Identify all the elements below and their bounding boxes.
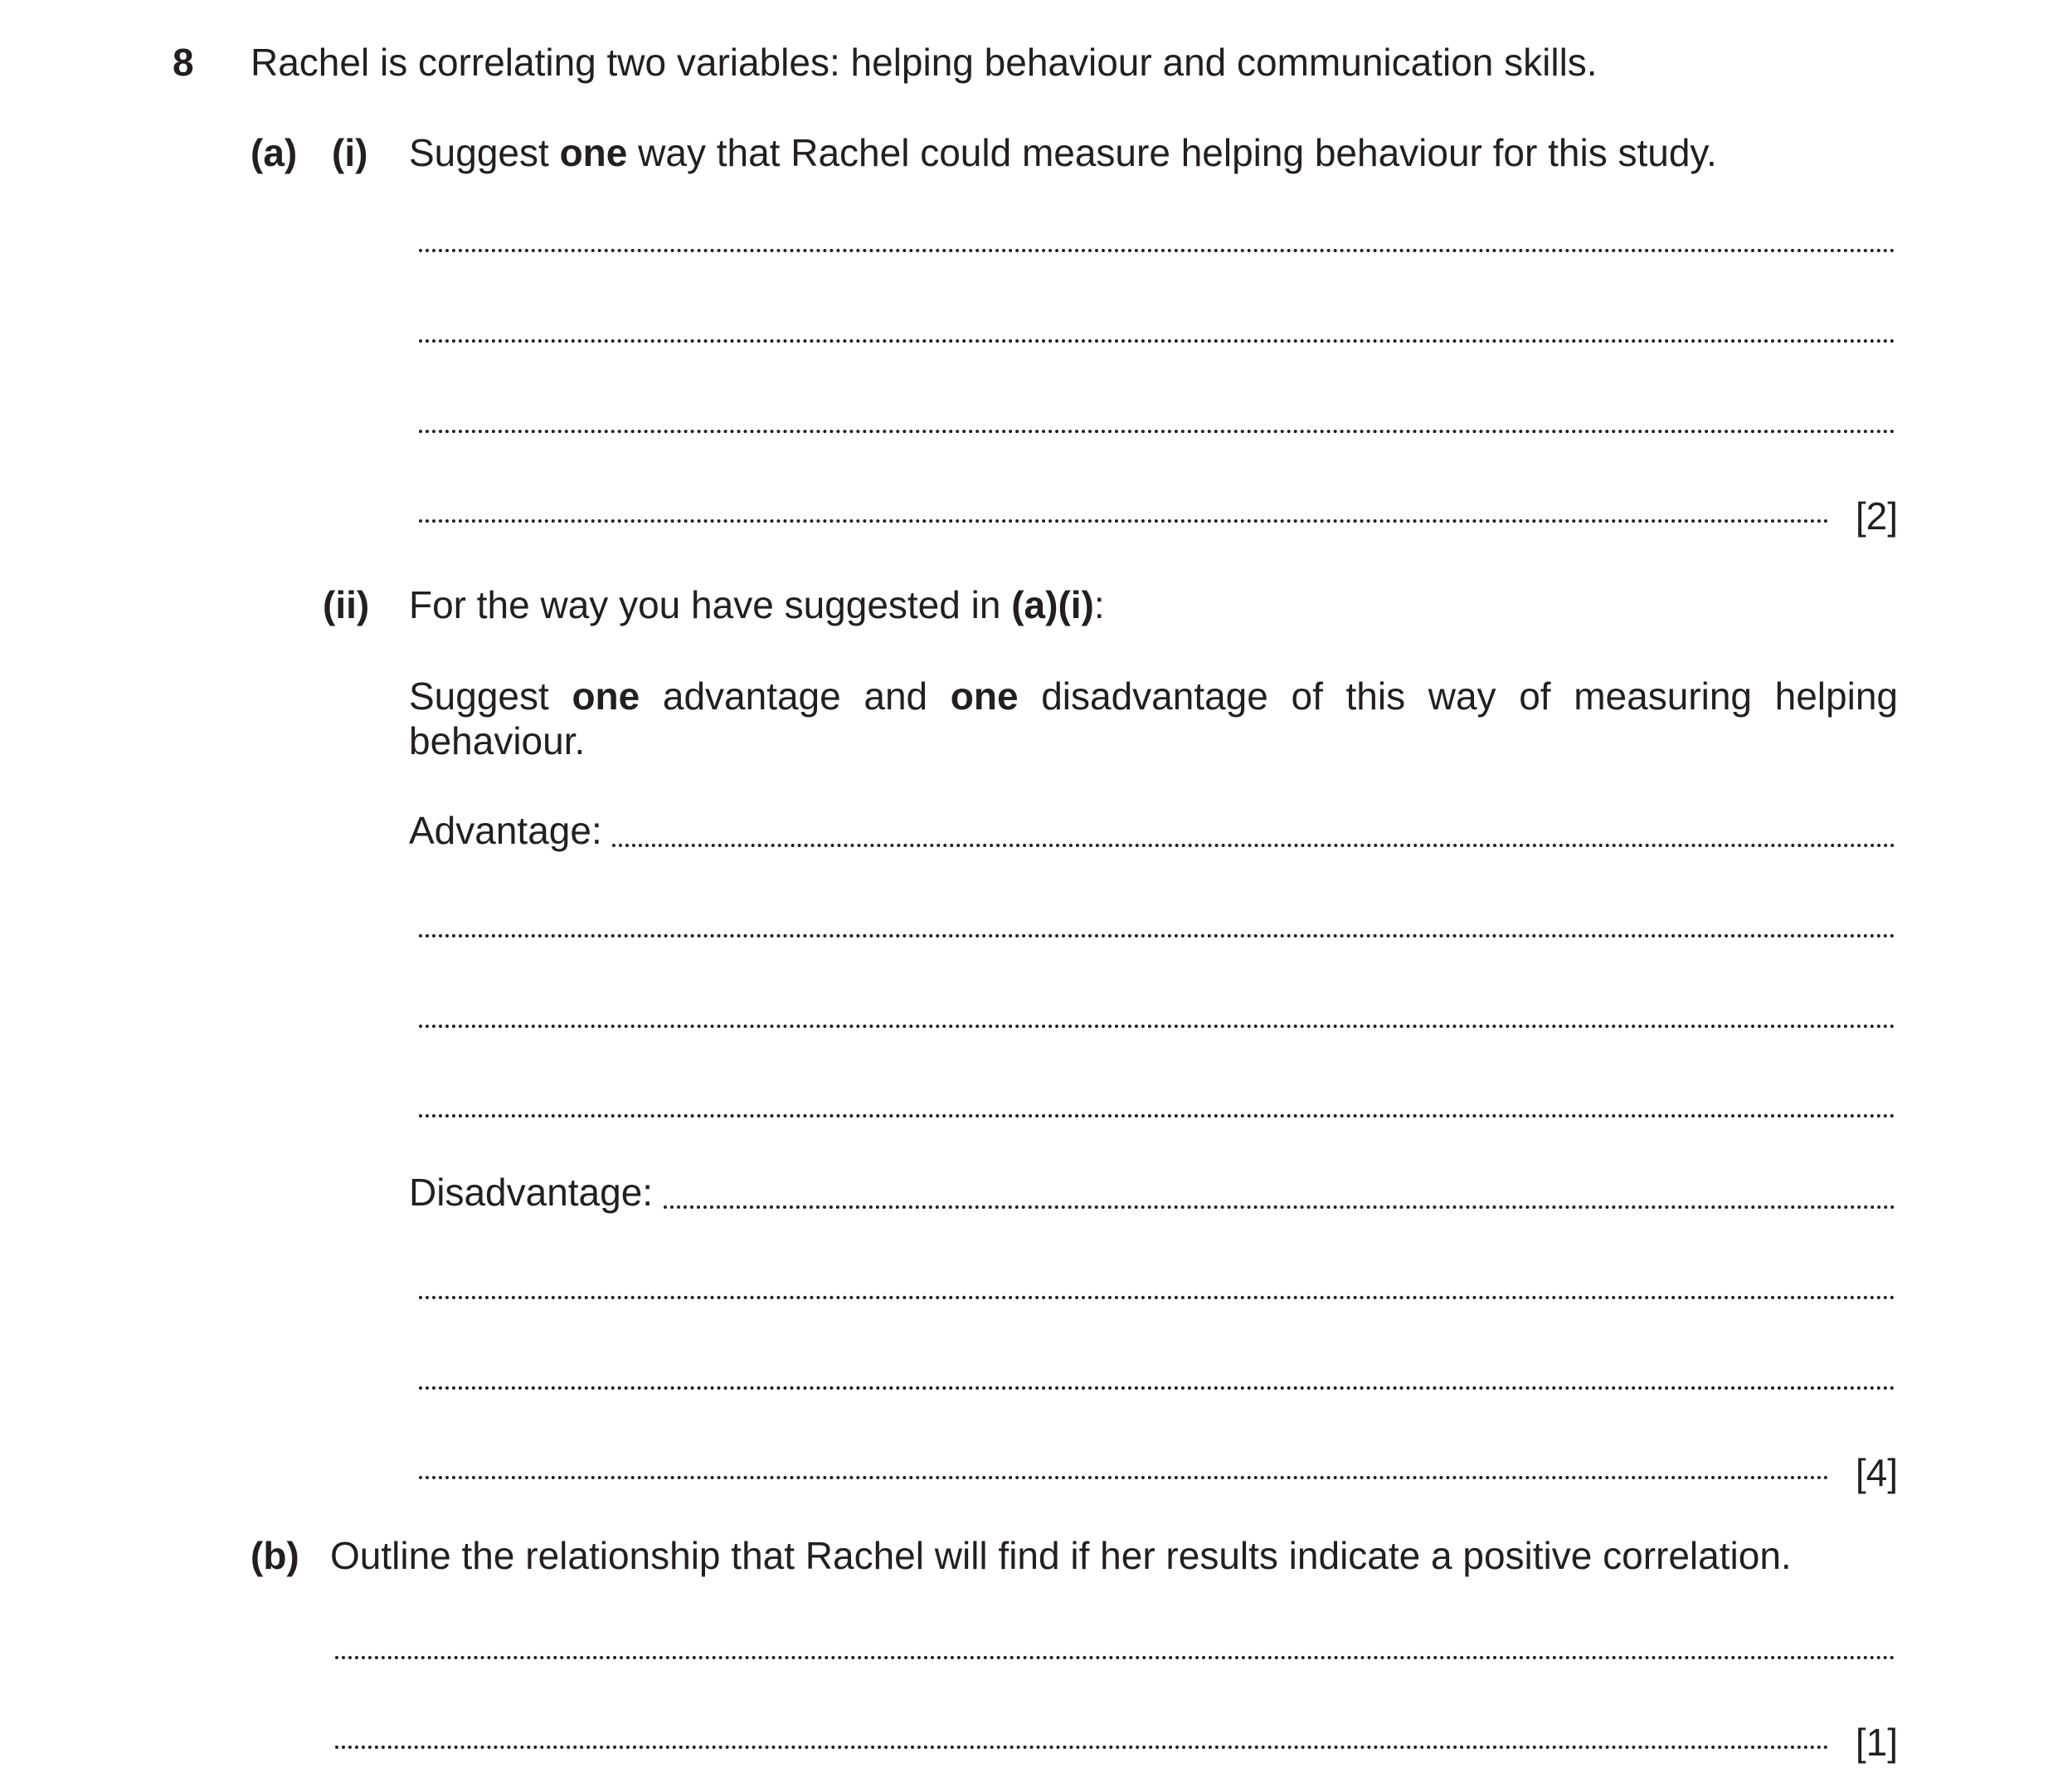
emphasis-one: one <box>950 674 1019 718</box>
intro-text: : <box>1093 583 1105 626</box>
part-a-i-prompt <box>409 130 1717 175</box>
instruction-word: Suggest <box>409 674 549 718</box>
answer-line[interactable] <box>419 1476 1829 1479</box>
part-b-prompt: Outline the relationship that Rachel will find if her results indicate a positive correlation. <box>330 1534 1792 1577</box>
answer-line[interactable] <box>419 1025 1895 1028</box>
instruction-word: of <box>1291 674 1323 718</box>
instruction-word: helping <box>1774 674 1898 718</box>
part-b-label: (b) <box>251 1534 299 1577</box>
part-a-ii-label: (ii) <box>323 583 370 626</box>
instruction-word: of <box>1519 674 1551 718</box>
advantage-answer-line[interactable] <box>612 844 1895 847</box>
part-a-ii-intro <box>409 582 1105 627</box>
intro-text: For the way you have suggested in <box>409 583 1012 626</box>
part-a-ii-instruction-continued: behaviour. <box>409 719 586 762</box>
emphasis-one: one <box>572 674 640 718</box>
answer-line[interactable] <box>335 1656 1895 1659</box>
marks-allocation: [1] <box>1855 1721 1898 1764</box>
advantage-label: Advantage: <box>409 809 602 852</box>
marks-allocation: [4] <box>1855 1451 1898 1494</box>
instruction-word: and <box>864 674 928 718</box>
instruction-word: disadvantage <box>1041 674 1268 718</box>
prompt-text: way that Rachel could measure helping behaviour for this study. <box>627 131 1717 174</box>
answer-line[interactable] <box>335 1746 1829 1749</box>
disadvantage-answer-line[interactable] <box>664 1205 1895 1209</box>
answer-line[interactable] <box>419 934 1895 937</box>
instruction-word: measuring <box>1574 674 1752 718</box>
marks-allocation: [2] <box>1855 494 1898 538</box>
emphasis-one: one <box>559 131 628 174</box>
prompt-text: Suggest <box>409 131 560 174</box>
answer-line[interactable] <box>419 339 1895 343</box>
answer-line[interactable] <box>419 1114 1895 1118</box>
answer-line[interactable] <box>419 249 1895 252</box>
part-a-ii-instruction <box>409 674 1898 718</box>
answer-line[interactable] <box>419 430 1895 433</box>
question-number: 8 <box>173 41 194 84</box>
answer-line[interactable] <box>419 1296 1895 1299</box>
instruction-word: this <box>1345 674 1406 718</box>
instruction-word: way <box>1428 674 1496 718</box>
answer-line[interactable] <box>419 1386 1895 1390</box>
instruction-word: advantage <box>662 674 841 718</box>
disadvantage-label: Disadvantage: <box>409 1171 654 1214</box>
part-a-i-label: (i) <box>332 131 368 174</box>
answer-line[interactable] <box>419 519 1829 523</box>
part-a-label: (a) <box>251 131 298 174</box>
question-stem: Rachel is correlating two variables: helping behaviour and communication skills. <box>251 41 1598 84</box>
question-reference: (a)(i) <box>1011 583 1094 626</box>
